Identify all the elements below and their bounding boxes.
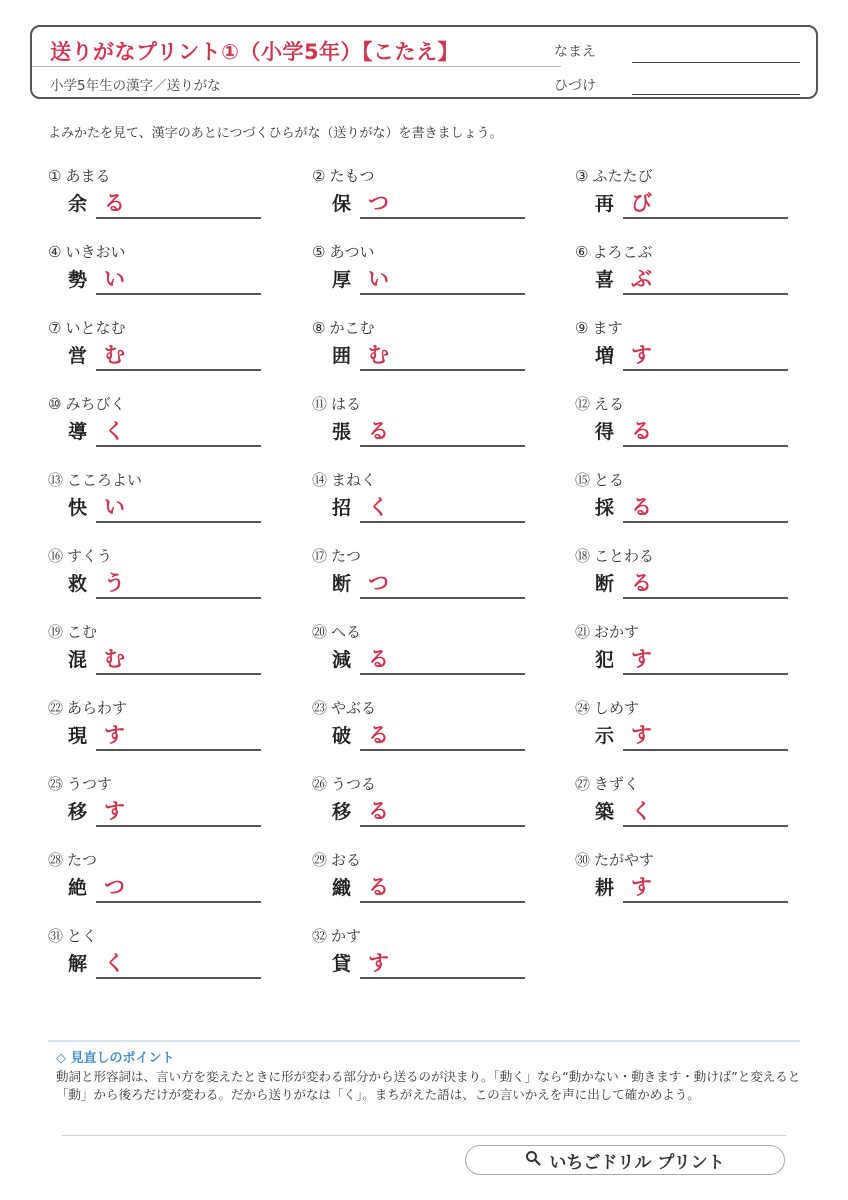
item-answer: る xyxy=(368,647,389,671)
item-answer: む xyxy=(104,647,125,671)
item-reading xyxy=(575,241,652,262)
item-reading-text: いとなむ xyxy=(65,319,126,337)
item-reading-text: ことわる xyxy=(594,547,655,565)
item-reading xyxy=(312,241,374,262)
item-number: ⑦ xyxy=(48,319,62,337)
answer-line xyxy=(360,217,525,219)
review-point-title: ◇ 見直しのポイント xyxy=(56,1051,175,1066)
item-reading xyxy=(312,317,374,338)
item-reading-text: たつ xyxy=(67,851,98,869)
item-number: ③ xyxy=(575,167,589,185)
answer-line xyxy=(360,901,525,903)
answer-line xyxy=(96,901,261,903)
item-kanji: 移 xyxy=(332,801,352,823)
item-answer: る xyxy=(631,419,652,443)
exercise-item xyxy=(48,317,263,377)
answer-line xyxy=(96,445,261,447)
item-reading xyxy=(575,393,624,414)
answer-line xyxy=(360,445,525,447)
exercise-item xyxy=(575,165,790,225)
exercise-item xyxy=(312,545,527,605)
item-kanji: 絶 xyxy=(68,877,88,899)
search-icon xyxy=(525,1150,541,1170)
item-answer: び xyxy=(631,191,652,215)
item-answer: つ xyxy=(104,875,125,899)
answer-line xyxy=(96,293,261,295)
exercise-item xyxy=(48,849,263,909)
answer-line xyxy=(96,749,261,751)
answer-line xyxy=(96,673,261,675)
item-reading xyxy=(575,165,652,186)
answer-line xyxy=(360,673,525,675)
item-number: ⑩ xyxy=(48,395,62,413)
item-answer: す xyxy=(104,799,125,823)
exercise-item xyxy=(312,849,527,909)
item-answer: す xyxy=(631,343,652,367)
item-reading xyxy=(48,317,125,338)
item-reading xyxy=(48,621,97,642)
item-reading xyxy=(48,469,142,490)
item-reading xyxy=(312,469,376,490)
item-reading-text: すくう xyxy=(67,547,113,565)
item-reading xyxy=(312,621,361,642)
item-answer: す xyxy=(368,951,389,975)
answer-line xyxy=(623,901,788,903)
date-line xyxy=(632,94,800,95)
exercise-item xyxy=(312,925,527,985)
item-answer: す xyxy=(104,723,125,747)
item-number: ⑲ xyxy=(48,623,64,641)
item-reading xyxy=(312,849,361,870)
item-reading xyxy=(48,849,97,870)
exercise-item xyxy=(575,697,790,757)
exercise-item xyxy=(312,621,527,681)
item-reading-text: かこむ xyxy=(329,319,375,337)
exercise-item xyxy=(575,393,790,453)
item-number: ⑪ xyxy=(312,395,328,413)
item-reading-text: える xyxy=(594,395,625,413)
item-number: ⑱ xyxy=(575,547,591,565)
item-kanji: 張 xyxy=(332,421,352,443)
item-reading xyxy=(575,773,639,794)
item-number: ㉘ xyxy=(48,851,64,869)
item-kanji: 破 xyxy=(332,725,352,747)
item-answer: る xyxy=(631,571,652,595)
item-reading-text: やぶる xyxy=(331,699,377,717)
item-reading-text: とる xyxy=(594,471,625,489)
item-answer: ぶ xyxy=(631,267,652,291)
header-divider xyxy=(32,66,561,67)
item-number: ⑥ xyxy=(575,243,589,261)
answer-line xyxy=(623,369,788,371)
item-answer: す xyxy=(631,723,652,747)
item-number: ㉛ xyxy=(48,927,64,945)
item-kanji: 保 xyxy=(332,193,352,215)
item-number: ⑳ xyxy=(312,623,328,641)
item-kanji: 移 xyxy=(68,801,88,823)
item-kanji: 厚 xyxy=(332,269,352,291)
item-reading xyxy=(48,165,110,186)
item-reading-text: みちびく xyxy=(65,395,126,413)
item-reading-text: かす xyxy=(331,927,362,945)
item-reading xyxy=(575,545,654,566)
exercise-item xyxy=(575,241,790,301)
item-number: ㉑ xyxy=(575,623,591,641)
item-answer: る xyxy=(104,191,125,215)
answer-line xyxy=(96,369,261,371)
item-answer: つ xyxy=(368,571,389,595)
answer-line xyxy=(623,293,788,295)
item-number: ⑧ xyxy=(312,319,326,337)
item-reading-text: おる xyxy=(331,851,362,869)
item-reading-text: ふたたび xyxy=(592,167,653,185)
page-title: 送りがなプリント①（小学5年）【こたえ】 xyxy=(50,40,460,64)
item-kanji: 解 xyxy=(68,953,88,975)
item-reading xyxy=(312,925,361,946)
item-answer: い xyxy=(104,267,125,291)
exercise-item xyxy=(575,773,790,833)
name-line xyxy=(632,62,800,63)
item-reading-text: こむ xyxy=(67,623,98,641)
item-reading xyxy=(48,925,97,946)
item-number: ⑨ xyxy=(575,319,589,337)
item-reading-text: たがやす xyxy=(594,851,655,869)
review-point-text: 動詞と形容詞は、言い方を変えたときに形が変わる部分から送るのが決まり。「動く」なら“動かない・動きます・動けば”と変えると「動」から後ろだけが変わる。だから送りがなは「く」。まちがえた語は、この言いかえを声に出して確かめよう。 xyxy=(56,1069,801,1102)
item-kanji: 築 xyxy=(595,801,615,823)
item-number: ㉒ xyxy=(48,699,64,717)
item-number: ⑭ xyxy=(312,471,328,489)
exercise-item xyxy=(312,773,527,833)
name-label: なまえ xyxy=(554,44,596,60)
exercise-item xyxy=(575,849,790,909)
item-number: ② xyxy=(312,167,326,185)
answer-line xyxy=(623,521,788,523)
exercise-item xyxy=(312,469,527,529)
answer-line xyxy=(623,597,788,599)
exercise-item xyxy=(312,393,527,453)
footer-divider xyxy=(62,1135,786,1136)
item-reading xyxy=(48,241,125,262)
site-logo[interactable] xyxy=(465,1145,785,1175)
answer-line xyxy=(96,217,261,219)
item-reading-text: へる xyxy=(331,623,362,641)
item-kanji: 喜 xyxy=(595,269,615,291)
item-reading-text: とく xyxy=(67,927,98,945)
item-answer: る xyxy=(368,875,389,899)
item-number: ⑬ xyxy=(48,471,64,489)
item-reading-text: よろこぶ xyxy=(592,243,653,261)
item-kanji: 断 xyxy=(595,573,615,595)
item-answer: う xyxy=(104,571,125,595)
item-kanji: 導 xyxy=(68,421,88,443)
item-number: ⑰ xyxy=(312,547,328,565)
item-reading xyxy=(575,469,624,490)
exercise-item xyxy=(575,621,790,681)
exercise-item xyxy=(575,545,790,605)
exercise-item xyxy=(312,697,527,757)
exercise-item xyxy=(575,469,790,529)
exercise-item xyxy=(48,393,263,453)
item-reading-text: たもつ xyxy=(329,167,375,185)
item-reading xyxy=(312,165,374,186)
instruction-text: よみかたを見て、漢字のあとにつづくひらがな（送りがな）を書きましょう。 xyxy=(48,126,503,141)
item-kanji: 示 xyxy=(595,725,615,747)
exercise-item xyxy=(48,773,263,833)
item-kanji: 貸 xyxy=(332,953,352,975)
item-kanji: 救 xyxy=(68,573,88,595)
item-number: ㉔ xyxy=(575,699,591,717)
answer-line xyxy=(623,749,788,751)
exercise-item xyxy=(312,317,527,377)
item-reading xyxy=(312,773,376,794)
item-kanji: 快 xyxy=(68,497,88,519)
answer-line xyxy=(360,825,525,827)
item-kanji: 余 xyxy=(68,193,88,215)
exercise-item xyxy=(575,317,790,377)
item-answer: い xyxy=(368,267,389,291)
item-reading xyxy=(48,697,127,718)
exercise-item xyxy=(312,165,527,225)
item-reading-text: あまる xyxy=(65,167,111,185)
item-reading-text: たつ xyxy=(331,547,362,565)
exercise-item xyxy=(48,697,263,757)
item-reading-text: うつす xyxy=(67,775,113,793)
item-number: ㉖ xyxy=(312,775,328,793)
item-reading xyxy=(575,849,654,870)
exercise-item xyxy=(48,545,263,605)
item-reading-text: きずく xyxy=(594,775,640,793)
item-reading xyxy=(312,697,376,718)
item-reading xyxy=(575,621,639,642)
answer-line xyxy=(623,217,788,219)
exercise-item xyxy=(48,925,263,985)
item-kanji: 招 xyxy=(332,497,352,519)
item-answer: む xyxy=(368,343,389,367)
item-number: ㉚ xyxy=(575,851,591,869)
item-number: ⑤ xyxy=(312,243,326,261)
item-reading xyxy=(312,545,361,566)
answer-line xyxy=(360,977,525,979)
item-kanji: 再 xyxy=(595,193,615,215)
item-reading-text: あらわす xyxy=(67,699,128,717)
item-reading-text: こころよい xyxy=(67,471,143,489)
answer-line xyxy=(96,825,261,827)
answer-line xyxy=(96,597,261,599)
item-reading-text: まねく xyxy=(331,471,377,489)
item-answer: る xyxy=(631,495,652,519)
item-kanji: 営 xyxy=(68,345,88,367)
exercise-item xyxy=(48,165,263,225)
item-number: ① xyxy=(48,167,62,185)
exercise-item xyxy=(48,469,263,529)
exercise-item xyxy=(48,621,263,681)
item-answer: む xyxy=(104,343,125,367)
page-subtitle: 小学5年生の漢字／送りがな xyxy=(50,78,221,94)
item-kanji: 減 xyxy=(332,649,352,671)
answer-line xyxy=(360,293,525,295)
item-answer: く xyxy=(368,495,389,519)
item-kanji: 囲 xyxy=(332,345,352,367)
item-answer: す xyxy=(631,875,652,899)
item-kanji: 混 xyxy=(68,649,88,671)
item-kanji: 得 xyxy=(595,421,615,443)
item-number: ⑫ xyxy=(575,395,591,413)
answer-line xyxy=(623,445,788,447)
exercise-item xyxy=(312,241,527,301)
answer-line xyxy=(623,825,788,827)
item-answer: す xyxy=(631,647,652,671)
item-reading xyxy=(312,393,361,414)
item-reading-text: あつい xyxy=(329,243,375,261)
item-number: ㉕ xyxy=(48,775,64,793)
item-number: ㉗ xyxy=(575,775,591,793)
item-kanji: 織 xyxy=(332,877,352,899)
item-kanji: 耕 xyxy=(595,877,615,899)
item-reading xyxy=(575,697,639,718)
item-kanji: 増 xyxy=(595,345,615,367)
item-reading xyxy=(575,317,622,338)
answer-line xyxy=(360,369,525,371)
item-answer: る xyxy=(368,723,389,747)
item-number: ㉙ xyxy=(312,851,328,869)
answer-line xyxy=(360,597,525,599)
item-answer: る xyxy=(368,799,389,823)
item-reading xyxy=(48,545,112,566)
item-reading-text: おかす xyxy=(594,623,640,641)
item-reading-text: しめす xyxy=(594,699,640,717)
item-number: ④ xyxy=(48,243,62,261)
item-number: ㉜ xyxy=(312,927,328,945)
item-kanji: 犯 xyxy=(595,649,615,671)
review-point-box xyxy=(48,1040,801,1102)
item-number: ⑮ xyxy=(575,471,591,489)
item-answer: つ xyxy=(368,191,389,215)
answer-line xyxy=(96,521,261,523)
item-reading-text: いきおい xyxy=(65,243,126,261)
item-reading-text: はる xyxy=(331,395,362,413)
item-answer: い xyxy=(104,495,125,519)
item-kanji: 採 xyxy=(595,497,615,519)
answer-line xyxy=(360,749,525,751)
item-kanji: 勢 xyxy=(68,269,88,291)
answer-line xyxy=(360,521,525,523)
date-label: ひづけ xyxy=(554,78,596,94)
answer-line xyxy=(96,977,261,979)
item-reading-text: ます xyxy=(592,319,623,337)
item-number: ⑯ xyxy=(48,547,64,565)
answer-line xyxy=(623,673,788,675)
item-answer: く xyxy=(104,419,125,443)
logo-text: いちごドリル プリント xyxy=(549,1152,725,1173)
item-answer: く xyxy=(631,799,652,823)
item-answer: る xyxy=(368,419,389,443)
item-kanji: 断 xyxy=(332,573,352,595)
item-number: ㉓ xyxy=(312,699,328,717)
item-reading xyxy=(48,393,125,414)
item-reading-text: うつる xyxy=(331,775,377,793)
item-kanji: 現 xyxy=(68,725,88,747)
header-box xyxy=(30,25,818,99)
item-reading xyxy=(48,773,112,794)
exercise-item xyxy=(48,241,263,301)
item-answer: く xyxy=(104,951,125,975)
